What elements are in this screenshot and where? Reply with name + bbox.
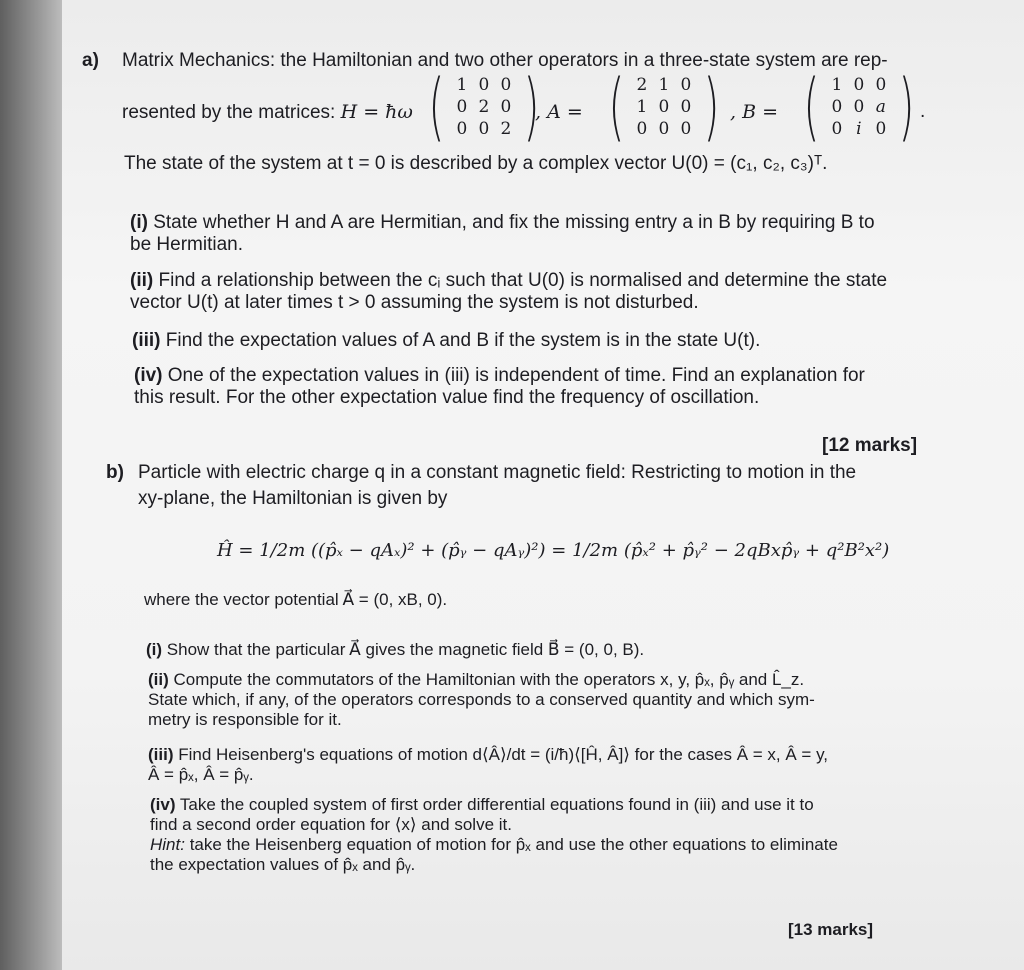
matrix-entry: 0 (831, 97, 843, 117)
matrix-entry: 1 (658, 75, 670, 95)
matrix-entry: 0 (853, 97, 865, 117)
matrix-entry: 0 (853, 75, 865, 95)
A-label: , A = (535, 101, 583, 123)
question-text-cont: this result. For the other expectation value find the frequency of oscillation. (134, 387, 760, 408)
question-label: (iv) (134, 365, 163, 386)
question-text-cont: find a second order equation for ⟨x⟩ and solve it. (150, 815, 512, 834)
question-text: Find Heisenberg's equations of motion d⟨Â⟩/dt = (i/ħ)⟨[Ĥ, Â]⟩ for the cases Â = x, Â = y, (178, 745, 829, 764)
part-a-question-iv (134, 365, 865, 409)
matrix-period: . (920, 101, 926, 122)
matrix-entry: i (856, 119, 862, 139)
matrix-entry: 1 (831, 75, 843, 95)
question-text: One of the expectation values in (iii) is independent of time. Find an explanation for (167, 365, 865, 386)
question-label: (i) (146, 640, 163, 659)
matrix-entry: 1 (456, 75, 468, 95)
part-a-intro-line1: Matrix Mechanics: the Hamiltonian and two other operators in a three-state system are rep- (122, 50, 888, 71)
hint-text-cont: the expectation values of p̂ₓ and p̂ᵧ. (150, 855, 416, 874)
part-b-intro-line1: Particle with electric charge q in a constant magnetic field: Restricting to motion in the (138, 462, 857, 483)
right-paren: ) (703, 64, 720, 150)
question-text: State whether H and A are Hermitian, and fix the missing entry a in B by requiring B to (153, 212, 875, 233)
hamiltonian-equation: Ĥ = 1/2m ((p̂ₓ − qAₓ)² + (p̂ᵧ − qAᵧ)²) = 1/2m (p̂ₓ² + p̂ᵧ² − 2qBxp̂ᵧ + q²B²x²) (217, 540, 890, 561)
matrix-entry: 1 (636, 97, 648, 117)
matrix-entry: 0 (680, 75, 692, 95)
matrix-entry: a (875, 97, 886, 117)
question-text-cont: metry is responsible for it. (148, 710, 342, 729)
part-b-question-ii (148, 670, 815, 730)
question-label: (iii) (148, 745, 174, 764)
matrix-entry: 0 (658, 119, 670, 139)
question-text: Take the coupled system of first order differential equations found in (iii) and use it to (179, 795, 814, 814)
question-text: Find the expectation values of A and B if the system is in the state U(t). (165, 330, 761, 351)
question-label: (ii) (148, 670, 169, 689)
part-b-question-iii (148, 745, 828, 785)
matrix-entry: 0 (680, 119, 692, 139)
matrix-entry: 0 (680, 97, 692, 117)
hamiltonian-matrix (422, 64, 546, 150)
question-label: (ii) (130, 270, 154, 291)
matrix-entry: 0 (636, 119, 648, 139)
question-label: (iii) (132, 330, 161, 351)
matrix-entry: 2 (500, 119, 512, 139)
A-matrix (602, 64, 726, 150)
part-a-question-iii (132, 330, 760, 352)
question-text-cont: State which, if any, of the operators corresponds to a conserved quantity and which sym- (148, 690, 815, 709)
matrix-entry: 0 (500, 97, 512, 117)
matrix-entry: 0 (456, 97, 468, 117)
part-a-question-ii (130, 270, 887, 314)
vector-potential-line: where the vector potential A⃗ = (0, xB, 0). (144, 590, 448, 609)
part-a-label: a) (82, 50, 99, 71)
matrix-entry: 0 (875, 75, 887, 95)
part-b-question-iv (150, 795, 838, 875)
part-a-marks: [12 marks] (822, 435, 918, 456)
part-a-state-line: The state of the system at t = 0 is described by a complex vector U(0) = (c₁, c₂, c₃)ᵀ. (124, 153, 828, 174)
matrix-entry: 0 (478, 119, 490, 139)
left-paren: ( (428, 64, 445, 150)
matrix-entry: 0 (831, 119, 843, 139)
B-matrix (797, 64, 921, 150)
question-label: (i) (130, 212, 148, 233)
matrix-entry: 2 (478, 97, 490, 117)
part-b-marks: [13 marks] (788, 920, 874, 939)
question-text: Show that the particular A⃗ gives the magnetic field B⃗ = (0, 0, B). (166, 640, 645, 659)
question-text-cont: Â = p̂ₓ, Â = p̂ᵧ. (148, 765, 254, 784)
question-label: (iv) (150, 795, 176, 814)
matrix-entry: 0 (500, 75, 512, 95)
hamiltonian-label: H = ħω (340, 101, 413, 123)
question-text-cont: vector U(t) at later times t > 0 assuming the system is not disturbed. (130, 292, 699, 313)
hint-text: take the Heisenberg equation of motion for p̂ₓ and use the other equations to eliminate (184, 835, 838, 854)
matrix-entry: 0 (658, 97, 670, 117)
question-text: Find a relationship between the cᵢ such that U(0) is normalised and determine the state (158, 270, 888, 291)
question-text: Compute the commutators of the Hamiltonian with the operators x, y, p̂ₓ, p̂ᵧ and L̂_z. (173, 670, 805, 689)
left-paren: ( (803, 64, 820, 150)
matrix-entry: 2 (636, 75, 648, 95)
matrix-entry: 0 (875, 119, 887, 139)
question-text-cont: be Hermitian. (130, 234, 243, 255)
part-b-intro-line2: xy-plane, the Hamiltonian is given by (138, 488, 448, 509)
part-b-label: b) (106, 462, 124, 483)
matrix-entry: 0 (478, 75, 490, 95)
right-paren: ) (523, 64, 540, 150)
B-label: , B = (730, 101, 779, 123)
right-paren: ) (898, 64, 915, 150)
part-b-question-i (146, 640, 644, 660)
part-a-question-i (130, 212, 875, 256)
exam-page (62, 0, 1024, 970)
intro-line2-text: resented by the matrices: (122, 102, 341, 123)
left-paren: ( (608, 64, 625, 150)
part-a-intro-line2 (122, 101, 413, 124)
hint-label: Hint: (150, 835, 185, 854)
matrix-entry: 0 (456, 119, 468, 139)
